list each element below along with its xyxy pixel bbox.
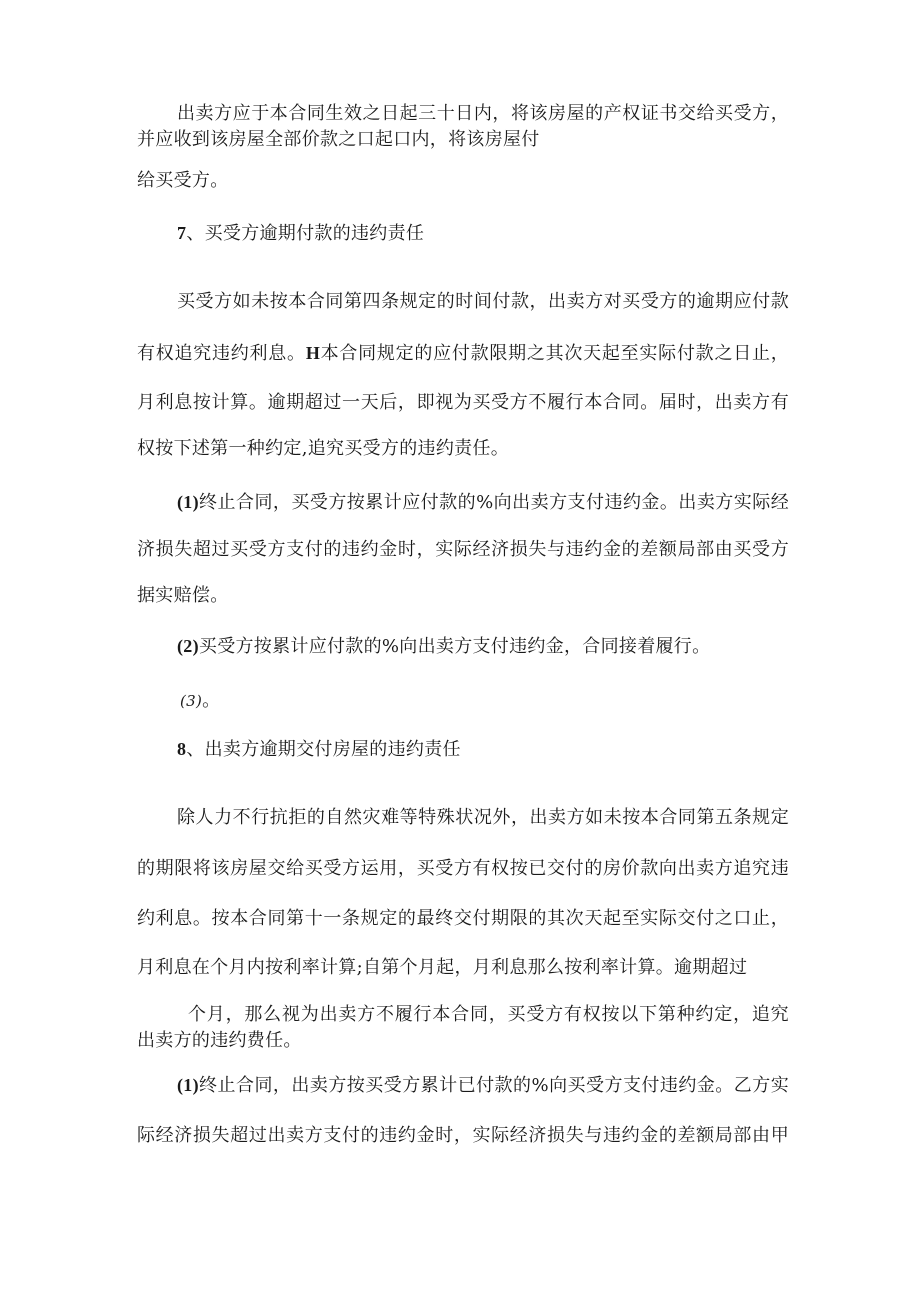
para3-line6: 出卖方的违约费任。 (137, 1030, 302, 1051)
item4-line1-text: 终止合同，出卖方按买受方累计已付款的%向买受方支付违约金。乙方实 (198, 1075, 789, 1096)
section8-title: 、出卖方逾期交付房屋的违约责任 (186, 739, 461, 760)
item1-line2: 济损失超过买受方支付的违约金时，实际经济损失与违约金的差额局部由买受方 (137, 539, 789, 560)
section8-heading (177, 736, 461, 763)
para3-line2: 的期限将该房屋交给买受方运用，买受方有权按已交付的房价款向出卖方追究违 (137, 858, 789, 879)
item4-number: (1) (177, 1075, 199, 1095)
item3-suffix: 。 (202, 690, 221, 711)
para1-line2: 并应收到该房屋全部价款之口起口内，将该房屋付 (137, 129, 540, 150)
item4-line1 (177, 1072, 789, 1099)
section7-heading (177, 220, 424, 247)
item3-number: (3) (180, 692, 203, 710)
item4-line2: 际经济损失超过出卖方支付的违约金时，实际经济损失与违约金的差额局部由甲 (137, 1125, 789, 1146)
para2-line3: 月利息按计算。逾期超过一天后，即视为买受方不履行本合同。届时，出卖方有 (137, 392, 789, 413)
item2-text: 买受方按累计应付款的%向出卖方支付违约金，合同接着履行。 (198, 636, 711, 657)
item2-number: (2) (177, 636, 199, 656)
para2-line2 (137, 340, 789, 367)
para2-line2-prefix: 有权追究违约利息。 (137, 343, 306, 364)
item1-line3: 据实赔偿。 (137, 585, 229, 606)
item2-line (177, 633, 710, 660)
item1-line1 (177, 489, 789, 516)
section7-title: 、买受方逾期付款的违约责任 (186, 223, 425, 244)
item1-number: (1) (177, 492, 199, 512)
para2-line1: 买受方如未按本合同第四条规定的时间付款，出卖方对买受方的逾期应付款 (177, 291, 789, 312)
para2-line2-rest: 本合同规定的应付款限期之其次天起至实际付款之日止， (320, 343, 790, 364)
section7-number: 7 (177, 223, 187, 243)
para2-line2-bold: H (305, 343, 321, 363)
para3-line1: 除人力不行抗拒的自然灾难等特殊状况外，出卖方如未按本合同第五条规定 (177, 807, 789, 828)
para3-line5: 个月，那么视为出卖方不履行本合同，买受方有权按以下第种约定，追究 (188, 1004, 789, 1025)
para1-line3: 给买受方。 (137, 170, 229, 191)
para3-line3: 约利息。按本合同第十一条规定的最终交付期限的其次天起至实际交付之口止， (137, 908, 789, 929)
para1-line1: 出卖方应于本合同生效之日起三十日内，将该房屋的产权证书交给买受方， (177, 103, 789, 124)
section8-number: 8 (177, 739, 187, 759)
para2-line4: 权按下述第一种约定,追究买受方的违约责任。 (137, 438, 510, 459)
para3-line4: 月利息在个月内按利率计算;自第个月起，月利息那么按利率计算。逾期超过 (137, 957, 748, 978)
item1-line1-text: 终止合同，买受方按累计应付款的%向出卖方支付违约金。出卖方实际经 (198, 492, 789, 513)
item3-line (180, 688, 220, 714)
